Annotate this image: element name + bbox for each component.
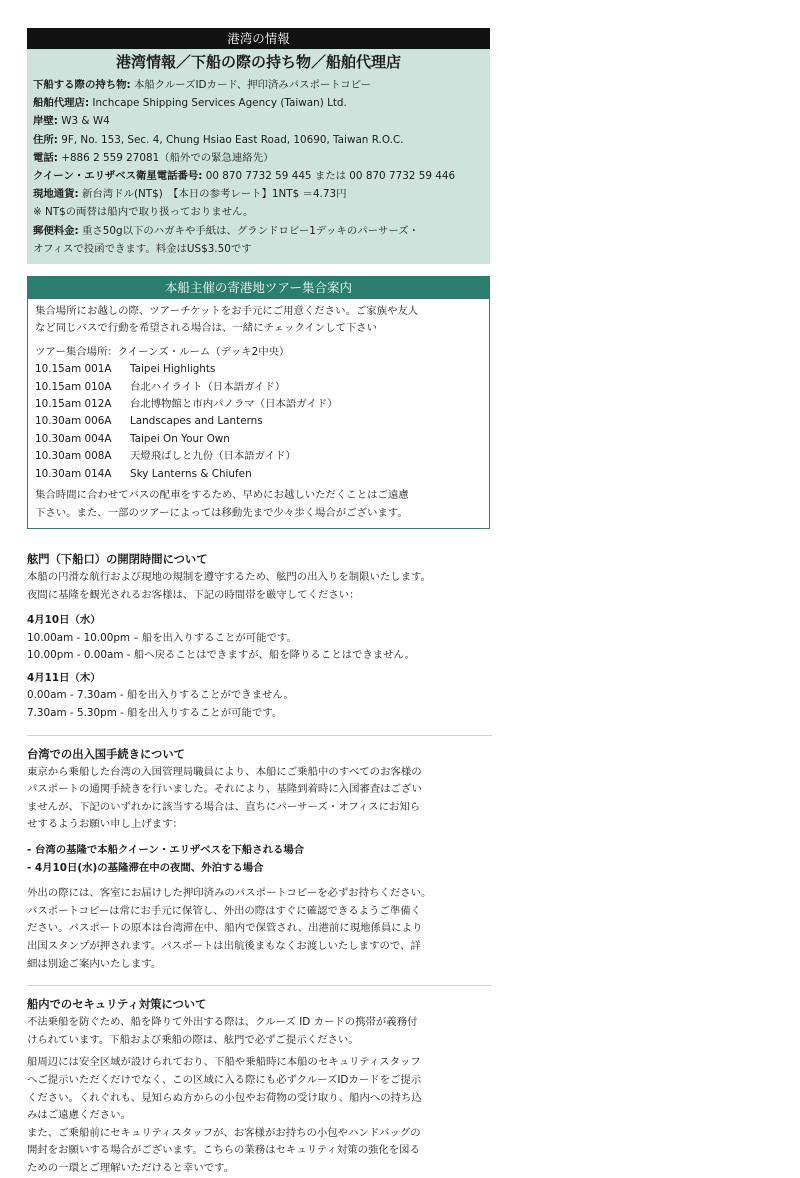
gangway-time-line: 10.00pm - 0.00am - 船へ戻ることはできますが、船を降りることはできません。 (27, 649, 415, 662)
security-line: みはご遠慮ください。 (27, 1109, 131, 1122)
tour-row (35, 379, 482, 396)
gangway-time-line: 7.30am - 5.30pm - 船を出入りすることが可能です。 (27, 707, 283, 720)
port-info-line: ※ NT$の両替は船内で取り扱っておりません。 (33, 206, 254, 219)
gangway-intro-line: 本船の円滑な航行および現地の規制を遵守するため、舷門の出入りを制限いたします。 (27, 570, 431, 583)
port-info-line: オフィスで投函できます。料金はUS$3.50です (33, 242, 252, 255)
gangway-time-line: 10.00am - 10.00pm – 船を出入りすることが可能です。 (27, 631, 297, 644)
port-info-line: クイーン・エリザベス衛星電話番号: 00 870 7732 59 445 または 00 870 7732 59 446 (33, 170, 456, 183)
tour-time: 10.15am 001A (35, 363, 112, 376)
immigration-body-line: 細は別途ご案内いたします。 (27, 957, 162, 970)
immigration-intro-line: パスポートの通関手続きを行いました。それにより、基隆到着時に入国審査はござい (27, 783, 422, 796)
port-info-box (27, 28, 490, 264)
security-line: ための一環とご理解いただけると幸いです。 (27, 1161, 234, 1174)
document-page (27, 28, 492, 1178)
port-info-line: 現地通貨: 新台湾ドル(NT$) 【本日の参考レート】1NT$ ＝4.73円 (33, 188, 347, 201)
tour-box-header: 本船主催の寄港地ツアー集合案内 (28, 277, 489, 299)
immigration-intro-line: せするようお願い申し上げます： (27, 818, 183, 831)
immigration-body-line: 外出の際には、客室にお届けした押印済みのパスポートコピーを必ずお持ちください。 (27, 887, 432, 900)
tour-row (35, 448, 482, 465)
immigration-intro-line: ませんが、下記のいずれかに該当する場合は、直ちにパーサーズ・オフィスにお知ら (27, 800, 421, 813)
tour-time: 10.30am 014A (35, 467, 112, 480)
gangway-time-line: 0.00am - 7.30am - 船を出入りすることができません。 (27, 689, 294, 702)
tour-row (35, 431, 482, 448)
tour-row (35, 466, 482, 483)
security-line: 不法乗船を防ぐため、船を降りて外出する際は、クルーズ ID カードの携帯が義務付 (27, 1016, 418, 1029)
tour-name: Sky Lanterns & Chiufen (130, 467, 252, 480)
port-info-line: 岸壁: W3 & W4 (33, 115, 110, 128)
port-info-line: 船舶代理店: Inchcape Shipping Services Agency (Taiwan) Ltd. (33, 97, 347, 110)
port-info-title: 港湾情報／下船の際の持ち物／船舶代理店 (115, 53, 401, 71)
immigration-body-line: パスポートコピーは常にお手元に保管し、外出の際はすぐに確認できるようご準備く (27, 904, 422, 917)
tour-time: 10.30am 006A (35, 415, 112, 428)
tour-name: Landscapes and Lanterns (130, 415, 263, 428)
tour-row (35, 396, 482, 413)
tour-box (27, 276, 490, 529)
security-line: 開封をお願いする場合がございます。こちらの業務はセキュリティ対策の強化を図る (27, 1144, 420, 1157)
immigration-section (27, 746, 492, 974)
tour-name: Taipei On Your Own (130, 432, 230, 445)
security-section (27, 996, 492, 1177)
port-info-header: 港湾の情報 (27, 28, 490, 49)
port-info-line: 住所: 9F, No. 153, Sec. 4, Chung Hsiao East Road, 10690, Taiwan R.O.C. (33, 133, 404, 146)
security-line: また、ご乗船前にセキュリティスタッフが、お客様がお持ちの小包やハンドバッグの (27, 1126, 421, 1139)
gangway-day-heading: 4月11日（木） (27, 671, 101, 684)
immigration-intro-line: 東京から乗船した台湾の入国管理局職員により、本船にご乗船中のすべてのお客様の (27, 765, 422, 778)
security-title: 船内でのセキュリティ対策について (27, 998, 207, 1012)
security-line: 船周辺には安全区域が設けられており、下船や乗船時に本船のセキュリティスタッフ (27, 1056, 421, 1069)
port-info-line: 郵便料金: 重さ50g以下のハガキや手紙は、グランドロビー1デッキのパーサーズ・ (33, 224, 420, 237)
tour-time: 10.30am 004A (35, 432, 112, 445)
security-line: ください。くれぐれも、見知らぬ方からの小包やお荷物の受け取り、船内への持ち込 (27, 1091, 422, 1104)
immigration-body-line: ださい。パスポートの原本は台湾滞在中、船内で保管され、出港前に現地係員により (27, 922, 423, 935)
tour-note-line: 集合時間に合わせてバスの配車をするため、早めにお越しいただくことはご遠慮 (35, 489, 409, 502)
port-info-line: 下船する際の持ち物: 本船クルーズIDカード、押印済みパスポートコピー (33, 79, 372, 91)
immigration-case: - 台湾の基隆で本船クイーン・エリザベスを下船される場合 (27, 844, 305, 857)
port-info-line: 電話: +886 2 559 27081（船外での緊急連絡先） (33, 151, 274, 164)
tour-row (35, 413, 482, 430)
tour-time: 10.15am 010A (35, 380, 112, 393)
tour-name: 台北博物館と市内パノラマ（日本語ガイド） (130, 398, 338, 411)
tour-time: 10.15am 012A (35, 398, 112, 411)
tour-name: 天燈飛ばしと九份（日本語ガイド） (130, 450, 296, 463)
tour-intro-line: 集合場所にお越しの際、ツアーチケットをお手元にご用意ください。ご家族や友人 (35, 305, 419, 318)
immigration-body-line: 出国スタンプが押されます。パスポートは出航後まもなくお渡しいたしますので、詳 (27, 940, 421, 952)
immigration-title: 台湾での出入国手続きについて (27, 747, 185, 761)
immigration-case: - 4月10日(水)の基隆滞在中の夜間、外泊する場合 (27, 861, 264, 874)
section-divider (27, 985, 492, 986)
tour-note-line: 下さい。また、一部のツアーによっては移動先まで少々歩く場合がございます。 (35, 506, 408, 519)
tour-name: Taipei Highlights (130, 363, 216, 376)
security-line: けられています。下船および乗船の際は、舷門で必ずご提示ください。 (27, 1033, 359, 1046)
tour-meeting-point: ツアー集合場所：クイーンズ・ルーム（デッキ2中央） (35, 345, 290, 358)
gangway-title: 舷門（下船口）の開閉時間について (27, 552, 208, 566)
tour-intro-line: など同じバスで行動を希望される場合は、一緒にチェックインして下さい (35, 322, 378, 335)
tour-time: 10.30am 008A (35, 450, 112, 463)
security-line: へご提示いただくだけでなく、この区域に入る際にも必ずクルーズIDカードをご提示 (27, 1073, 422, 1086)
gangway-section (27, 551, 492, 723)
tour-name: 台北ハイライト（日本語ガイド） (130, 380, 286, 393)
section-divider (27, 735, 492, 736)
gangway-intro-line: 夜間に基隆を観光されるお客様は、下記の時間帯を厳守してください： (27, 588, 360, 601)
tour-row (35, 361, 482, 378)
gangway-day-heading: 4月10日（水） (27, 614, 101, 627)
